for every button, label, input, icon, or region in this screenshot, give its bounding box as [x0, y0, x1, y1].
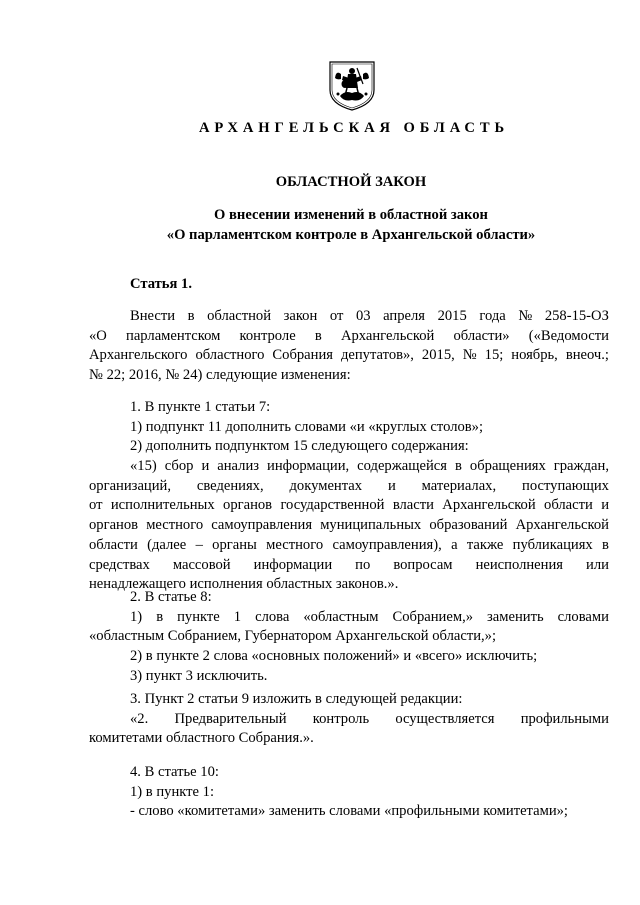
p15-line-1 [89, 457, 609, 477]
section-2 [89, 588, 609, 686]
p15-line-2 [89, 477, 609, 497]
word: «О [89, 327, 107, 344]
word: парламентском [126, 327, 221, 344]
word: содержащейся [357, 458, 448, 475]
section-4 [89, 763, 609, 822]
word: в [187, 308, 195, 324]
p15-line-4 [89, 516, 609, 536]
section-4-heading: 4. В статье 10: [130, 764, 219, 780]
word: «15) [130, 458, 157, 475]
intro-line-2 [89, 327, 609, 347]
section-2-item-1-line-1 [89, 608, 609, 628]
word: 2015 [437, 308, 467, 324]
word: неисполнения [475, 556, 563, 573]
word: внеоч.; [565, 347, 609, 364]
word: в [314, 327, 322, 344]
word: и [387, 477, 396, 494]
word: № [462, 347, 477, 364]
word: № [518, 308, 533, 324]
word: сбор [164, 458, 194, 475]
law-title [0, 206, 640, 245]
word: Собрания [272, 347, 333, 364]
word: а [451, 536, 458, 553]
p15-line-3 [89, 496, 609, 516]
word: в [455, 458, 462, 475]
section-3-heading: 3. Пункт 2 статьи 9 изложить в следующей редакции: [130, 691, 463, 707]
word: области» [453, 327, 510, 344]
word: пункте [177, 608, 220, 625]
word: 258-15-ОЗ [544, 308, 609, 324]
word: образований [429, 517, 508, 534]
word: Предварительный [174, 710, 287, 727]
word: 15; [484, 347, 504, 364]
word: («Ведомости [528, 327, 609, 344]
word: Архангельской [340, 327, 435, 344]
word: в [602, 536, 609, 553]
word: и [601, 497, 609, 514]
word: информации [253, 556, 333, 573]
word: Архангельской [442, 497, 536, 514]
word: Архангельской [515, 517, 609, 534]
section-1-item-1: 1) подпункт 11 дополнить словами «и «круглых столов»; [130, 418, 484, 435]
word: депутатов», [340, 347, 414, 364]
region-name: АРХАНГЕЛЬСКАЯ ОБЛАСТЬ [198, 120, 510, 136]
law-title-line-2: «О парламентском контроле в Архангельской области» [166, 226, 536, 243]
word: контроль [312, 710, 370, 727]
word: поступающих [522, 477, 609, 494]
section-3-quote-line-2: комитетами областного Собрания.». [89, 730, 314, 747]
word: (далее [147, 536, 187, 553]
word: 1) [130, 608, 143, 625]
word: 03 [355, 308, 371, 324]
word: года [479, 308, 506, 324]
article-1-heading: Статья 1. [130, 276, 192, 292]
word: органы [212, 536, 257, 553]
word: муниципальных [320, 517, 422, 534]
section-1 [89, 398, 609, 595]
intro-line-3 [89, 346, 609, 366]
word: апреля [383, 308, 425, 324]
word: исполнительных [110, 497, 215, 514]
word: организаций, [89, 477, 171, 494]
word: средствах [89, 556, 150, 573]
word: местного [266, 536, 324, 553]
word: или [586, 556, 609, 573]
word: власти [392, 497, 434, 514]
law-type-heading: ОБЛАСТНОЙ ЗАКОН [275, 174, 427, 190]
section-4-item-1: 1) в пункте 1: [130, 783, 215, 800]
word: органов [223, 497, 273, 514]
word: слова [255, 608, 290, 625]
word: самоуправления), [332, 536, 442, 553]
coat-of-arms-icon [327, 60, 377, 112]
p15-line-5 [89, 536, 609, 556]
word: областной [207, 308, 272, 324]
word: государственной [280, 497, 385, 514]
word: Архангельского [89, 347, 188, 364]
word: и [201, 458, 210, 475]
word: области [89, 536, 138, 553]
section-1-heading: 1. В пункте 1 статьи 7: [130, 399, 271, 415]
word: Внести [130, 308, 176, 324]
word: материалах, [421, 477, 497, 494]
word: от [329, 308, 344, 324]
word: документах [289, 477, 363, 494]
section-2-heading: 2. В статье 8: [130, 589, 212, 605]
word: 1 [233, 608, 242, 625]
word: областного [195, 347, 265, 364]
word: обращениях [469, 458, 546, 475]
word: закон [283, 308, 318, 324]
p15-line-6 [89, 556, 609, 576]
section-2-item-2: 2) в пункте 2 слова «основных положений» и «всего» исключить; [130, 648, 538, 665]
word: по [355, 556, 371, 573]
word: сведениях, [196, 477, 264, 494]
word: публикациях [512, 536, 593, 553]
word: органов [89, 517, 139, 534]
word: местного [146, 517, 204, 534]
word: массовой [172, 556, 231, 573]
word: «областным [303, 608, 379, 625]
word: профильными [520, 710, 609, 727]
section-1-item-2: 2) дополнить подпунктом 15 следующего содержания: [130, 438, 469, 455]
word: осуществляется [395, 710, 495, 727]
word: вопросам [393, 556, 453, 573]
section-4-item-1a: - слово «комитетами» заменить словами «профильными комитетами»; [130, 803, 568, 820]
word: также [466, 536, 504, 553]
word: в [156, 608, 164, 625]
word: ноябрь, [511, 347, 558, 364]
intro-line-1 [89, 307, 609, 327]
word: области [544, 497, 593, 514]
word: 2015, [421, 347, 455, 364]
word: – [195, 536, 203, 553]
p15-line-7: ненадлежащего исполнения областных законов.». [89, 576, 399, 593]
article-1-intro [89, 307, 609, 386]
word: Собранием,» [392, 608, 474, 625]
section-2-item-3: 3) пункт 3 исключить. [130, 667, 268, 684]
word: заменить [487, 608, 544, 625]
section-3 [89, 690, 609, 749]
word: самоуправления [211, 517, 313, 534]
section-3-quote-line-1 [89, 710, 609, 730]
intro-line-4: № 22; 2016, № 24) следующие изменения: [89, 367, 351, 384]
word: граждан, [553, 458, 609, 475]
law-title-line-1: О внесении изменений в областной закон [214, 207, 488, 223]
word: анализ [217, 458, 260, 475]
word: информации, [267, 458, 350, 475]
word: контроле [239, 327, 296, 344]
word: «2. [130, 710, 149, 727]
section-2-item-1-line-2: «областным Собранием, Губернатором Архангельской области,»; [89, 628, 497, 645]
word: от [89, 497, 103, 514]
word: словами [557, 608, 609, 625]
